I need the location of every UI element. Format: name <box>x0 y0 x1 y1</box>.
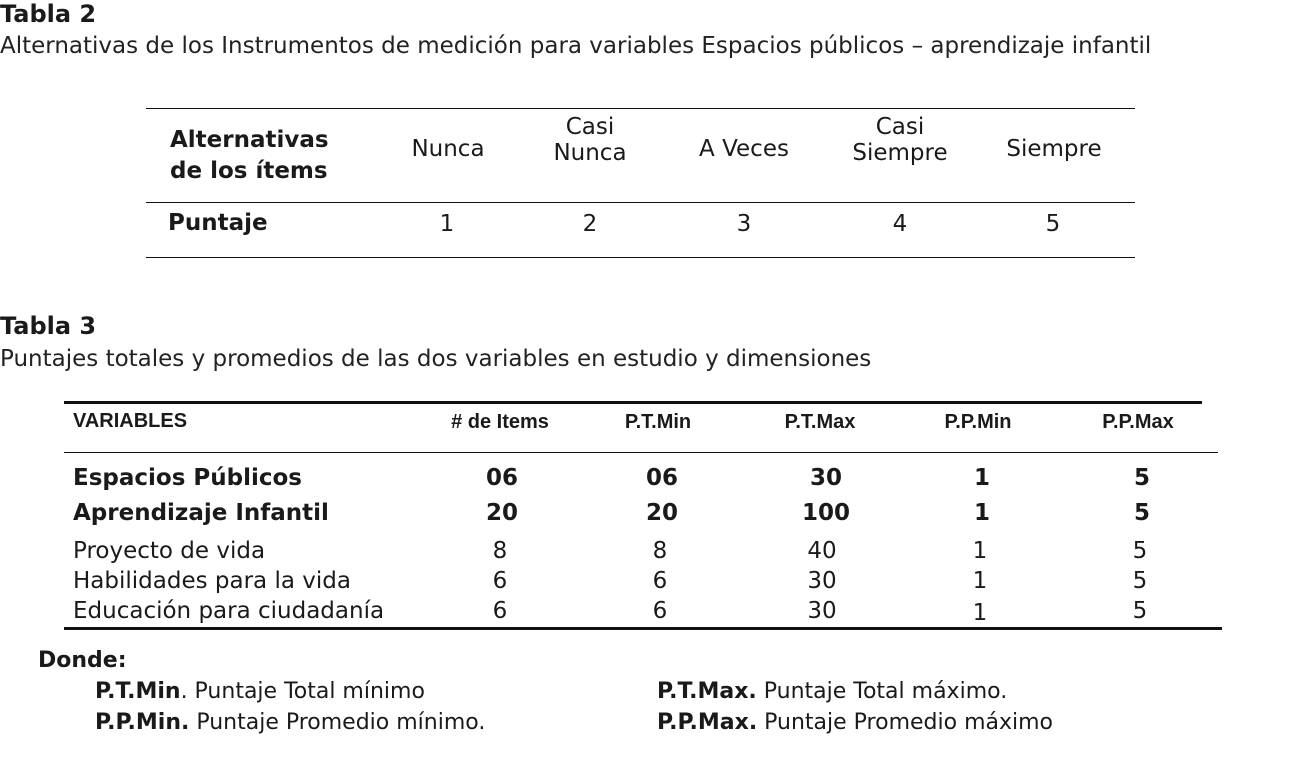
tabla2-top-rule <box>146 108 1135 109</box>
tabla2-label: Tabla 2 <box>0 0 97 28</box>
table-cell-ptmin: 6 <box>652 598 668 624</box>
legend-ppmin-term: P.P.Min. <box>95 710 190 735</box>
legend-ppmax <box>657 710 1053 735</box>
table-cell-ptmax: 30 <box>807 598 837 624</box>
tabla2-row-label: Puntaje <box>168 210 268 236</box>
tabla2-caption: Alternativas de los Instrumentos de medición para variables Espacios públicos – aprendizaje infantil <box>0 33 1152 59</box>
table-cell-ptmin: 6 <box>652 568 668 594</box>
legend-ptmin-def: . Puntaje Total mínimo <box>180 679 425 704</box>
tabla2-header-casi-nunca-line1: Casi <box>565 114 615 140</box>
tabla2-header-alternativas-line2: de los ítems <box>170 158 328 184</box>
table-cell-ppmax: 5 <box>1132 568 1148 594</box>
tabla3-header-ppmin: P.P.Min <box>944 411 1012 433</box>
legend-ptmax <box>657 679 1007 704</box>
legend-ppmax-def: Puntaje Promedio máximo <box>757 710 1054 735</box>
tabla2-header-siempre: Siempre <box>1006 136 1102 162</box>
table-cell-ppmax: 5 <box>1132 538 1148 564</box>
tabla2-value: 5 <box>1045 211 1061 237</box>
tabla2-value: 1 <box>439 211 455 237</box>
tabla3-header-ptmax: P.T.Max <box>784 411 856 433</box>
table-cell-ptmax: 40 <box>807 538 837 564</box>
table-cell-ptmax: 30 <box>807 568 837 594</box>
table-cell-items: 6 <box>492 568 508 594</box>
table-cell-ppmin: 1 <box>972 600 988 626</box>
tabla2-header-casi-nunca <box>530 114 650 166</box>
tabla3-header-ptmin: P.T.Min <box>624 411 692 433</box>
table-cell-ppmin: 1 <box>972 568 988 594</box>
table-cell-items: 20 <box>485 500 518 526</box>
table-row-name: Habilidades para la vida <box>73 568 351 594</box>
tabla2-header-alternativas <box>170 125 329 187</box>
table-cell-ppmax: 5 <box>1133 465 1150 491</box>
legend-ppmin <box>95 710 485 735</box>
tabla3-bottom-rule <box>64 627 1222 630</box>
donde-title: Donde: <box>38 648 127 673</box>
table-cell-ppmin: 1 <box>973 500 990 526</box>
tabla2-header-alternativas-line1: Alternativas <box>170 127 329 153</box>
tabla3-header-variables: VARIABLES <box>73 410 188 432</box>
legend-ptmin <box>95 679 425 704</box>
table-cell-items: 6 <box>492 598 508 624</box>
tabla2-value: 2 <box>582 211 598 237</box>
tabla3-label: Tabla 3 <box>0 312 97 340</box>
tabla2-header-casi-siempre <box>830 114 970 166</box>
tabla3-header-rule <box>64 452 1218 453</box>
legend-ppmax-term: P.P.Max. <box>657 710 758 735</box>
table-cell-ppmax: 5 <box>1133 500 1150 526</box>
table-cell-items: 8 <box>492 538 508 564</box>
table-cell-ptmin: 06 <box>645 465 678 491</box>
table-cell-ptmax: 100 <box>801 500 850 526</box>
table-row-name: Proyecto de vida <box>73 538 266 564</box>
table-cell-ptmax: 30 <box>809 465 842 491</box>
legend-ptmin-term: P.T.Min <box>95 679 181 704</box>
tabla2-header-nunca: Nunca <box>411 136 485 162</box>
tabla2-header-casi-siempre-line1: Casi <box>875 114 925 140</box>
table-cell-ptmin: 8 <box>652 538 668 564</box>
tabla2-header-casi-nunca-line2: Nunca <box>553 140 627 166</box>
tabla2-mid-rule <box>146 202 1135 203</box>
legend-ppmin-def: Puntaje Promedio mínimo. <box>189 710 486 735</box>
legend-ptmax-def: Puntaje Total máximo. <box>756 679 1008 704</box>
table-row-name: Espacios Públicos <box>73 465 302 491</box>
table-cell-items: 06 <box>485 465 518 491</box>
table-cell-ppmin: 1 <box>972 538 988 564</box>
tabla2-value: 3 <box>736 211 752 237</box>
tabla2-bottom-rule <box>146 257 1135 258</box>
tabla2-value: 4 <box>892 211 908 237</box>
tabla2-header-a-veces: A Veces <box>699 136 789 162</box>
table-row-name: Aprendizaje Infantil <box>73 500 329 526</box>
tabla3-header-ppmax: P.P.Max <box>1102 411 1174 433</box>
tabla2-header-casi-siempre-line2: Siempre <box>852 140 948 166</box>
table-cell-ptmin: 20 <box>645 500 678 526</box>
tabla3-top-rule <box>64 401 1202 404</box>
tabla3-header-items: # de Items <box>451 411 549 433</box>
legend-ptmax-term: P.T.Max. <box>657 679 757 704</box>
table-cell-ppmin: 1 <box>973 465 990 491</box>
table-row-name: Educación para ciudadanía <box>73 598 385 624</box>
tabla3-caption: Puntajes totales y promedios de las dos variables en estudio y dimensiones <box>0 346 872 372</box>
table-cell-ppmax: 5 <box>1132 598 1148 624</box>
